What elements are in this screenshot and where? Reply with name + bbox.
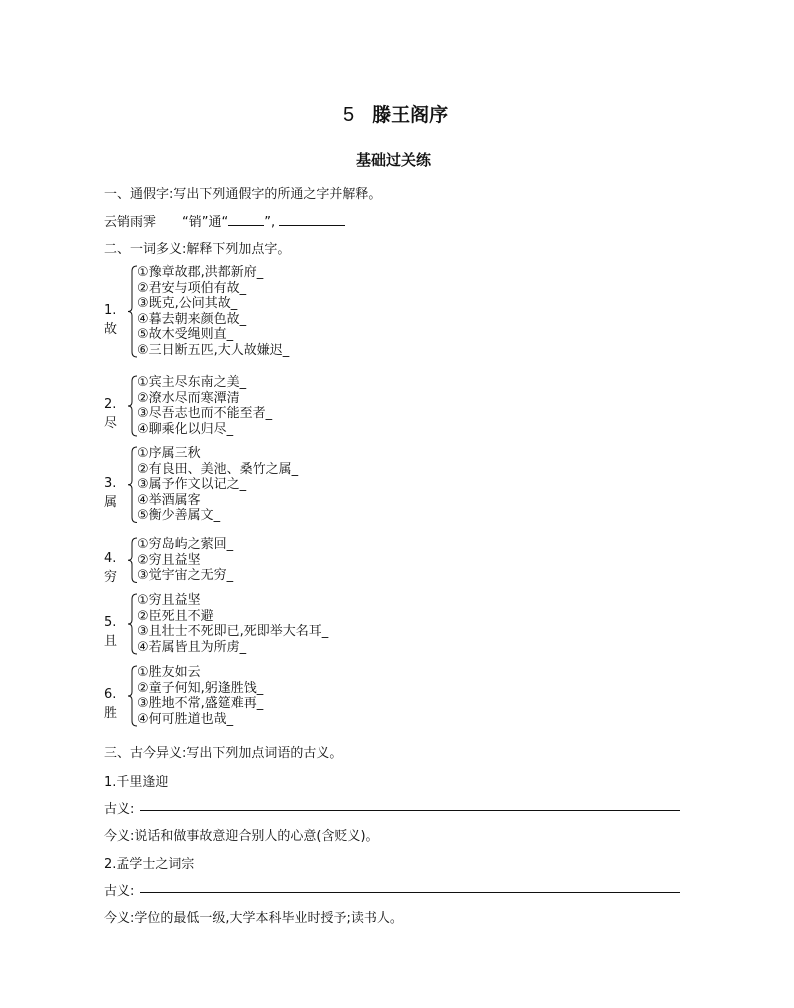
- group-item: ⑤故木受绳则直_: [137, 327, 234, 342]
- group-item: ④举酒属客: [137, 492, 201, 508]
- group-item: ③且壮士不死即已,死即举大名耳_: [137, 624, 329, 639]
- group-items: [137, 665, 263, 727]
- group-items: [137, 375, 272, 437]
- group-item: ①胜友如云: [137, 665, 201, 680]
- group-item: ②君安与项伯有故_: [137, 280, 247, 296]
- group-item: ①宾主尽东南之美_: [137, 375, 247, 390]
- section1-line-tail: ”,: [264, 215, 276, 230]
- jin-1: 今义:说话和做事故意迎合别人的心意(含贬义)。: [104, 829, 379, 844]
- group-item: ②臣死且不避: [137, 608, 214, 624]
- page-title: [343, 100, 448, 127]
- group-items: [137, 265, 289, 358]
- section1-heading: 一、通假字:写出下列通假字的所通之字并解释。: [104, 187, 382, 202]
- group-item: ②童子何知,躬逢胜饯_: [137, 680, 264, 696]
- group-label: 4.穷: [104, 551, 118, 586]
- answer-blank[interactable]: [279, 213, 345, 226]
- group-item: ①豫章故郡,洪都新府_: [137, 265, 264, 280]
- group-item: ①穷岛屿之萦回_: [137, 537, 234, 552]
- group-item: ③胜地不常,盛筵难再_: [137, 696, 264, 711]
- title-text: 滕王阁序: [372, 104, 449, 126]
- group-item: ③觉宇宙之无穷_: [137, 568, 234, 583]
- group-item: ①序属三秋: [137, 446, 201, 461]
- answer-line-1[interactable]: [140, 810, 680, 811]
- group-items: [137, 537, 233, 584]
- group-items: [137, 593, 328, 655]
- group-item: ③既克,公问其故_: [137, 296, 238, 311]
- title-number: 5: [343, 104, 355, 126]
- section1-line: 云销雨霁 “销”通“: [104, 215, 229, 230]
- group-label: 6.胜: [104, 687, 118, 721]
- answer-line-2[interactable]: [140, 892, 680, 893]
- group-item: ④若属皆且为所虏_: [137, 639, 247, 655]
- group-item: ③尽吾志也而不能至者_: [137, 406, 273, 421]
- group-label: 3.属: [104, 475, 118, 510]
- group-item: ②有良田、美池、桑竹之属_: [137, 461, 299, 477]
- group-item: ④聊乘化以归尽_: [137, 421, 234, 437]
- group-label: 2.尽: [104, 397, 118, 431]
- section2-heading: 二、一词多义:解释下列加点字。: [104, 242, 291, 257]
- answer-blank[interactable]: [228, 213, 264, 226]
- group-item: ①穷且益坚: [137, 593, 201, 608]
- group-item: ②穷且益坚: [137, 552, 201, 568]
- group-label: 1.故: [104, 302, 118, 337]
- group-item: ④何可胜道也哉_: [137, 711, 234, 727]
- group-item: ③属予作文以记之_: [137, 477, 247, 492]
- phrase-2: 2.孟学士之词宗: [104, 857, 195, 872]
- phrase-1: 1.千里逢迎: [104, 775, 169, 790]
- group-items: [137, 446, 298, 524]
- group-label: 5.且: [104, 615, 118, 649]
- group-item: ④暮去朝来颜色故_: [137, 311, 247, 327]
- group-item: ⑤衡少善属文_: [137, 508, 221, 523]
- jin-2: 今义:学位的最低一级,大学本科毕业时授予;读书人。: [104, 911, 403, 926]
- section3-heading: 三、古今异义:写出下列加点词语的古义。: [104, 746, 343, 761]
- gu-label-2: 古义:: [104, 884, 135, 899]
- group-item: ②潦水尽而寒潭清: [137, 390, 240, 406]
- group-item: ⑥三日断五匹,大人故嫌迟_: [137, 342, 290, 358]
- section1-question: [104, 211, 345, 230]
- section-subtitle: 基础过关练: [356, 151, 432, 169]
- gu-label-1: 古义:: [104, 802, 135, 817]
